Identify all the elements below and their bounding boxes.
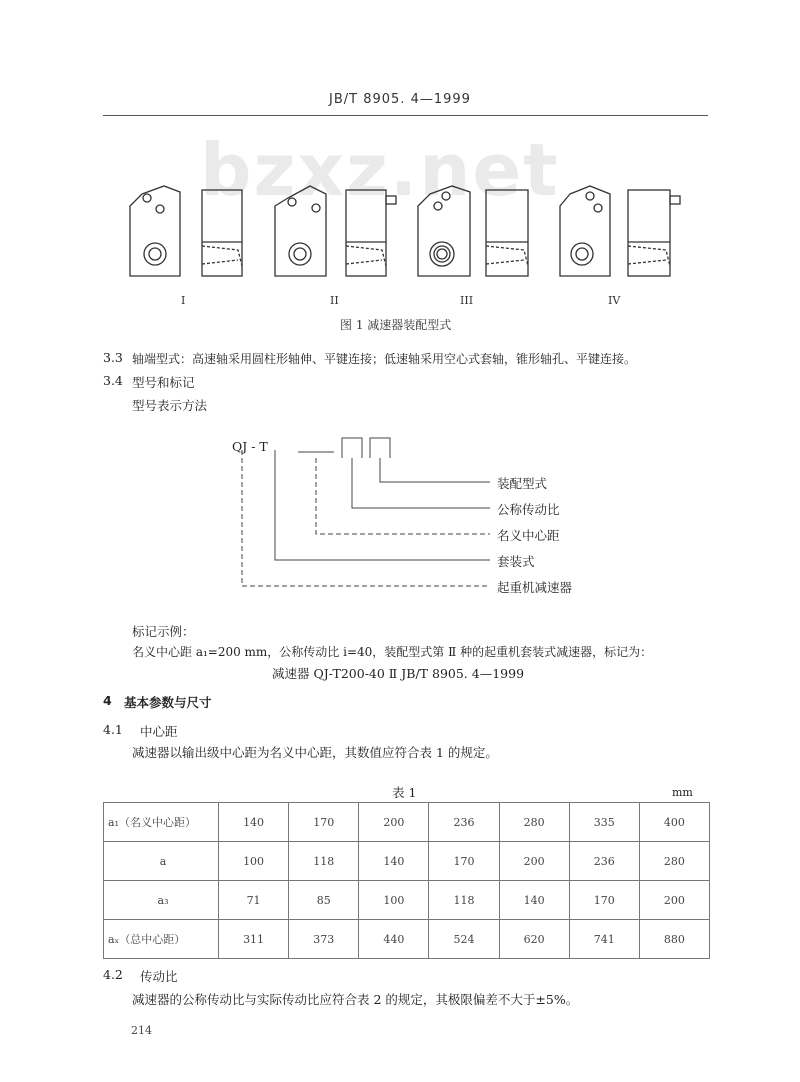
model-code-letters: QJ - T	[232, 439, 268, 454]
section-4-title: 基本参数与尺寸	[124, 695, 212, 710]
table-cell: 200	[359, 803, 429, 842]
table-cell: 236	[569, 842, 639, 881]
model-designation-diagram	[230, 430, 500, 600]
table-row	[104, 920, 710, 959]
table-cell: 280	[499, 803, 569, 842]
example-line-1: 名义中心距 a₁=200 mm，公称传动比 i=40，装配型式第 Ⅱ 种的起重机套装式减速器，标记为：	[132, 645, 653, 659]
row-label: a₁（名义中心距）	[104, 803, 219, 842]
table-cell: 118	[289, 842, 359, 881]
figure-label-4: IV	[608, 294, 621, 307]
plate-front-1	[130, 186, 180, 276]
section-4-2-title: 传动比	[140, 969, 178, 984]
section-number-4: 4	[103, 693, 112, 708]
annotation-center-distance: 名义中心距	[497, 528, 560, 543]
table-cell: 373	[289, 920, 359, 959]
assembly-figure	[120, 178, 690, 298]
table-cell: 236	[429, 803, 499, 842]
annotation-crane-reducer: 起重机减速器	[497, 580, 573, 595]
table-1	[103, 802, 710, 959]
bolt-hole-1a	[143, 194, 151, 202]
table-cell: 880	[639, 920, 709, 959]
table-cell: 280	[639, 842, 709, 881]
leader-ratio	[352, 458, 490, 508]
table-cell: 741	[569, 920, 639, 959]
table-cell: 524	[429, 920, 499, 959]
page-number: 214	[131, 1024, 152, 1037]
row-label: aₓ（总中心距）	[104, 920, 219, 959]
table-1-title: 表 1	[392, 785, 417, 800]
plate-front-2	[275, 186, 326, 276]
table-cell: 311	[219, 920, 289, 959]
leader-center-distance	[316, 458, 490, 534]
section-number-3-4: 3.4	[103, 373, 123, 388]
row-label: a₃	[104, 881, 219, 920]
table-cell: 335	[569, 803, 639, 842]
table-row	[104, 881, 710, 920]
box-ratio	[342, 438, 362, 458]
shaft-bore-2	[289, 243, 311, 265]
section-4-2-text: 减速器的公称传动比与实际传动比应符合表 2 的规定，其极限偏差不大于±5%。	[132, 992, 579, 1007]
leader-assembly	[380, 458, 490, 482]
document-header: JB/T 8905. 4—1999	[329, 92, 471, 107]
section-number-4-2: 4.2	[103, 967, 123, 982]
figure-label-1: I	[181, 294, 186, 307]
section-3-4-subtitle: 型号表示方法	[132, 398, 208, 413]
table-cell: 85	[289, 881, 359, 920]
figure-label-3: III	[460, 294, 474, 307]
section-number-4-1: 4.1	[103, 722, 123, 737]
table-cell: 71	[219, 881, 289, 920]
table-cell: 140	[359, 842, 429, 881]
table-cell: 100	[219, 842, 289, 881]
table-cell: 140	[499, 881, 569, 920]
plate-front-4	[560, 186, 610, 276]
table-cell: 170	[289, 803, 359, 842]
table-row	[104, 803, 710, 842]
box-assembly	[370, 438, 390, 458]
table-cell: 170	[569, 881, 639, 920]
watermark: bzxz.net	[200, 128, 560, 212]
annotation-mounting: 套装式	[497, 554, 535, 569]
table-cell: 200	[499, 842, 569, 881]
example-title: 标记示例：	[132, 624, 195, 639]
section-3-3-text: 轴端型式：高速轴采用圆柱形轴伸、平键连接；低速轴采用空心式套轴，锥形轴孔、平键连接。	[132, 352, 637, 366]
table-cell: 140	[219, 803, 289, 842]
leader-mounting	[275, 450, 490, 560]
header-rule	[103, 115, 708, 116]
table-cell: 620	[499, 920, 569, 959]
annotation-nominal-ratio: 公称传动比	[497, 502, 560, 517]
table-1-unit: mm	[672, 786, 693, 799]
example-line-2: 减速器 QJ-T200-40 Ⅱ JB/T 8905. 4—1999	[272, 666, 525, 681]
shaft-bore-1	[144, 243, 166, 265]
leader-crane-reducer	[242, 450, 490, 586]
table-cell: 170	[429, 842, 499, 881]
section-3-4-title: 型号和标记	[132, 375, 195, 390]
table-cell: 118	[429, 881, 499, 920]
table-row	[104, 842, 710, 881]
shaft-bore-4	[571, 243, 593, 265]
annotation-assembly-type: 装配型式	[497, 476, 548, 491]
section-4-1-title: 中心距	[140, 724, 178, 739]
figure-label-2: II	[330, 294, 339, 307]
table-cell: 100	[359, 881, 429, 920]
table-cell: 440	[359, 920, 429, 959]
row-label: a	[104, 842, 219, 881]
table-cell: 400	[639, 803, 709, 842]
section-4-1-text: 减速器以输出级中心距为名义中心距，其数值应符合表 1 的规定。	[132, 745, 498, 760]
section-number-3-3: 3.3	[103, 350, 123, 365]
bolt-hole-1b	[156, 205, 164, 213]
figure-caption: 图 1 减速器装配型式	[340, 318, 452, 332]
table-cell: 200	[639, 881, 709, 920]
